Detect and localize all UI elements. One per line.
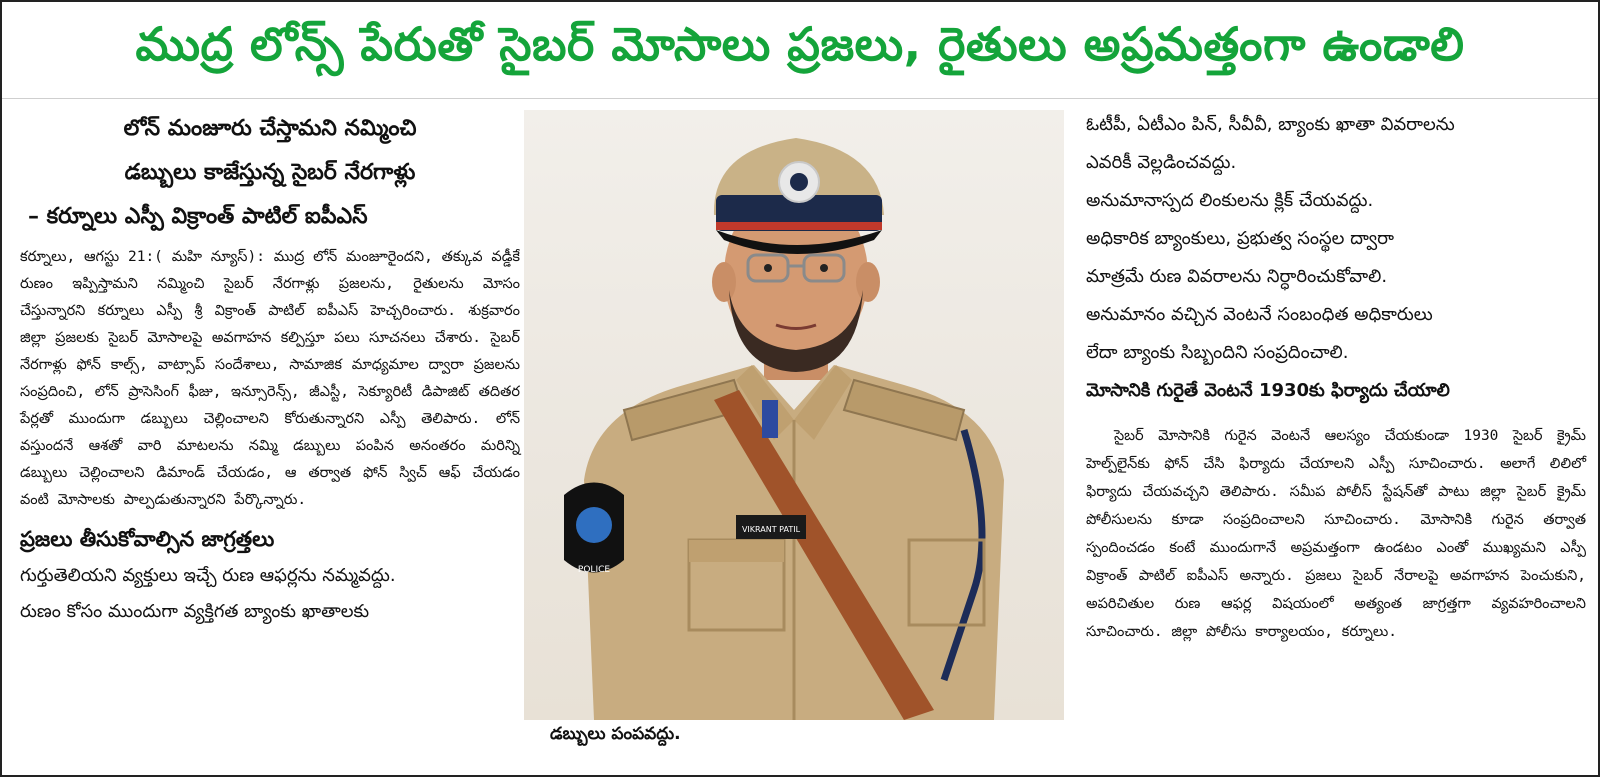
subheadline [20,106,520,238]
officer-illustration [524,110,1064,720]
subheadline-line-1: లోన్ మంజూరు చేస్తామని నమ్మించి [123,115,417,141]
name-badge-text: VIKRANT PATIL [741,525,801,534]
subheadline-line-2: డబ్బులు కాజేస్తున్న సైబర్ నేరగాళ్లు [124,159,416,185]
tips-right-list [1086,106,1586,410]
article-body-left [20,244,520,514]
tip-right-3: అనుమానాస్పద లింకులను క్లిక్ చేయవద్దు. [1086,190,1374,211]
tip-left-2: రుణం కోసం ముందుగా వ్యక్తిగత బ్యాంకు ఖాతాలకు [20,601,370,622]
article-paragraph: కర్నూలు, ఆగస్టు 21:( మహి న్యూస్): ముద్ర లోన్ మంజూరైందని, తక్కువ వడ్డీకే రుణం ఇప్పిస్తామని నమ్మించి సైబర్ నేరగాళ్లు ప్రజలను, రైతులను మోసం చేస్తున్నారని కర్నూలు ఎస్పీ శ్రీ విక్రాంత్ పాటిల్ ఐపీఎస్ హెచ్చరించారు. శుక్రవారం జిల్లా ప్రజలకు సైబర్ మోసాలపై అవగాహన కల్పిస్తూ పలు సూచనలు చేశారు. సైబర్ నేరగాళ్లు ఫోన్ కాల్స్, వాట్సాప్ సందేశాలు, సామాజిక మాధ్యమాల ద్వారా ప్రజలను సంప్రదించి, లోన్ ప్రాసెసింగ్ ఫీజు, ఇన్సూరెన్స్, జీఎస్టీ, సెక్యూరిటీ డిపాజిట్ తదితర పేర్లతో ముందుగా డబ్బులు చెల్లించాలని కోరుతున్నారని ఎస్పీ తెలిపారు. లోన్ వస్తుందనే ఆశతో వారి మాటలను నమ్మి డబ్బులు పంపిన అనంతరం మరిన్ని డబ్బులు చెల్లించాలని డిమాండ్ చేయడం, ఆ తర్వాత ఫోన్ స్విచ్ ఆఫ్ చేయడం వంటి మోసాలకు పాల్పడుతున్నారని పేర్కొన్నారు. [20,249,520,508]
article-body-right: సైబర్ మోసానికి గురైన వెంటనే ఆలస్యం చేయకుండా 1930 సైబర్ క్రైమ్ హెల్ప్‌లైన్‌కు ఫోన్ చేసి ఫిర్యాదు చేయాలని ఎస్పీ సూచించారు. అలాగే లిలిలో ఫిర్యాదు చేయవచ్చని తెలిపారు. సమీప పోలీస్ స్టేషన్‌తో పాటు జిల్లా సైబర్ క్రైమ్ పోలీసులను కూడా సంప్రదించాలని సూచించారు. మోసానికి గురైన తర్వాత స్పందించడం కంటే ముందుగానే అప్రమత్తంగా ఉండటం ఎంతో ముఖ్యమని ఎస్పీ విక్రాంత్ పాటిల్ ఐపీఎస్ అన్నారు. ప్రజలు సైబర్ నేరాలపై అవగాహన పెంచుకుని, అపరిచితుల రుణ ఆఫర్ల విషయంలో అత్యంత జాగ్రత్తగా వ్యవహరించాలని సూచించారు. జిల్లా పోలీసు కార్యాలయం, కర్నూలు. [1086,428,1586,640]
right-column [1086,106,1586,771]
tip-right-2: ఎవరికీ వెల్లడించవద్దు. [1086,152,1237,173]
tip-right-4: అధికారిక బ్యాంకులు, ప్రభుత్వ సంస్థల ద్వారా [1086,228,1394,249]
police-patch-text: POLICE [577,565,611,575]
tip-right-1: ఓటీపీ, ఏటీఎం పిన్, సీవీవీ, బ్యాంకు ఖాతా వివరాలను [1086,114,1455,135]
precautions-title: ప్రజలు తీసుకోవాల్సిన జాగ్రత్తలు [20,527,275,551]
subheadline-line-3: – కర్నూలు ఎస్పీ విక్రాంత్ పాటిల్ ఐపీఎస్ [28,203,368,229]
photo-caption: డబ్బులు పంపవద్దు. [550,724,681,744]
tip-right-8: మోసానికి గురైతే వెంటనే 1930కు ఫిర్యాదు చేయాలి [1086,380,1450,401]
left-column [20,106,520,771]
tip-right-6: అనుమానం వచ్చిన వెంటనే సంబంధిత అధికారులు [1086,304,1433,325]
tip-left-1: గుర్తుతెలియని వ్యక్తులు ఇచ్చే రుణ ఆఫర్లను నమ్మవద్దు. [20,565,396,586]
tip-right-7: లేదా బ్యాంకు సిబ్బందిని సంప్రదించాలి. [1086,342,1349,363]
headline: ముద్ర లోన్స్ పేరుతో సైబర్ మోసాలు ప్రజలు, రైతులు అప్రమత్తంగా ఉండాలి [2,2,1598,99]
tip-right-5: మాత్రమే రుణ వివరాలను నిర్ధారించుకోవాలి. [1086,266,1388,287]
officer-photo [524,110,1064,720]
